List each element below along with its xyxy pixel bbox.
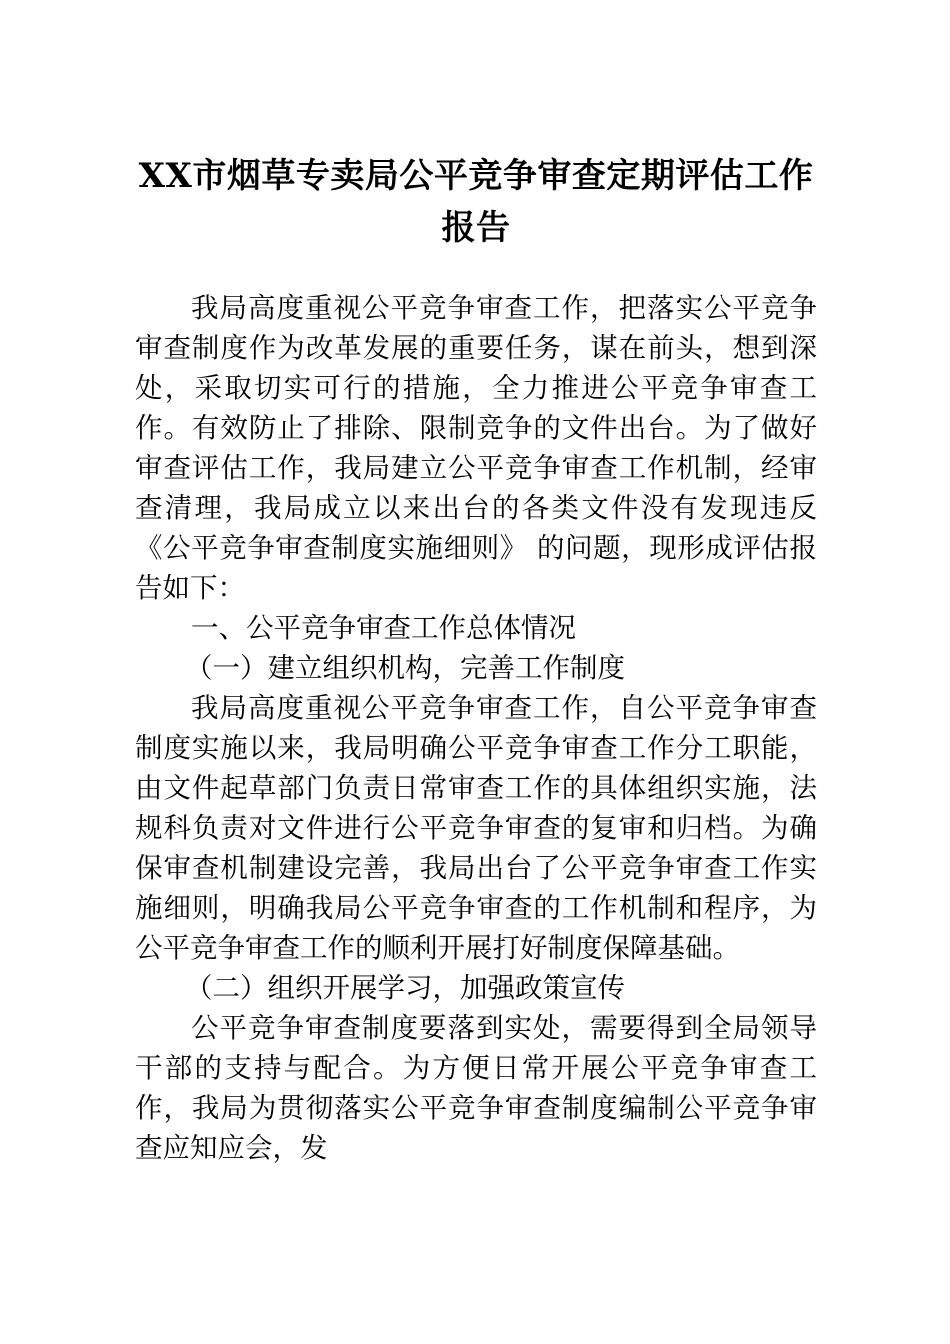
document-body [135,150,817,1168]
section-heading-1: 一、公平竞争审查工作总体情况 [191,612,576,644]
paragraph-1-2: 公平竞争审查制度要落到实处，需要得到全局领导干部的支持与配合。为方便日常开展公平竞争审查工作，我局为贯彻落实公平竞争审查制度编制公平竞争审查应知应会，发 [135,1012,817,1164]
subsection-heading-1-1: （一）建立组织机构，完善工作制度 [185,652,625,684]
paragraph-1-1: 我局高度重视公平竞争审查工作，自公平竞争审查制度实施以来，我局明确公平竞争审查工作分工职能，由文件起草部门负责日常审查工作的具体组织实施，法规科负责对文件进行公平竞争审查的复审和归档。为确保审查机制建设完善，我局出台了公平竞争审查工作实施细则，明确我局公平竞争审查的工作机制和程序，为公平竞争审查工作的顺利开展打好制度保障基础。 [135,692,817,964]
intro-paragraph: 我局高度重视公平竞争审查工作，把落实公平竞争审查制度作为改革发展的重要任务，谋在前头，想到深处，采取切实可行的措施，全力推进公平竞争审查工作。有效防止了排除、限制竞争的文件出台。为了做好审查评估工作，我局建立公平竞争审查工作机制，经审查清理，我局成立以来出台的各类文件没有发现违反《公平竞争审查制度实施细则》 的问题，现形成评估报告如下： [135,292,817,604]
page-title: XX市烟草专卖局公平竞争审查定期评估工作报告 [138,156,814,248]
subsection-heading-1-2: （二）组织开展学习，加强政策宣传 [185,972,625,1004]
